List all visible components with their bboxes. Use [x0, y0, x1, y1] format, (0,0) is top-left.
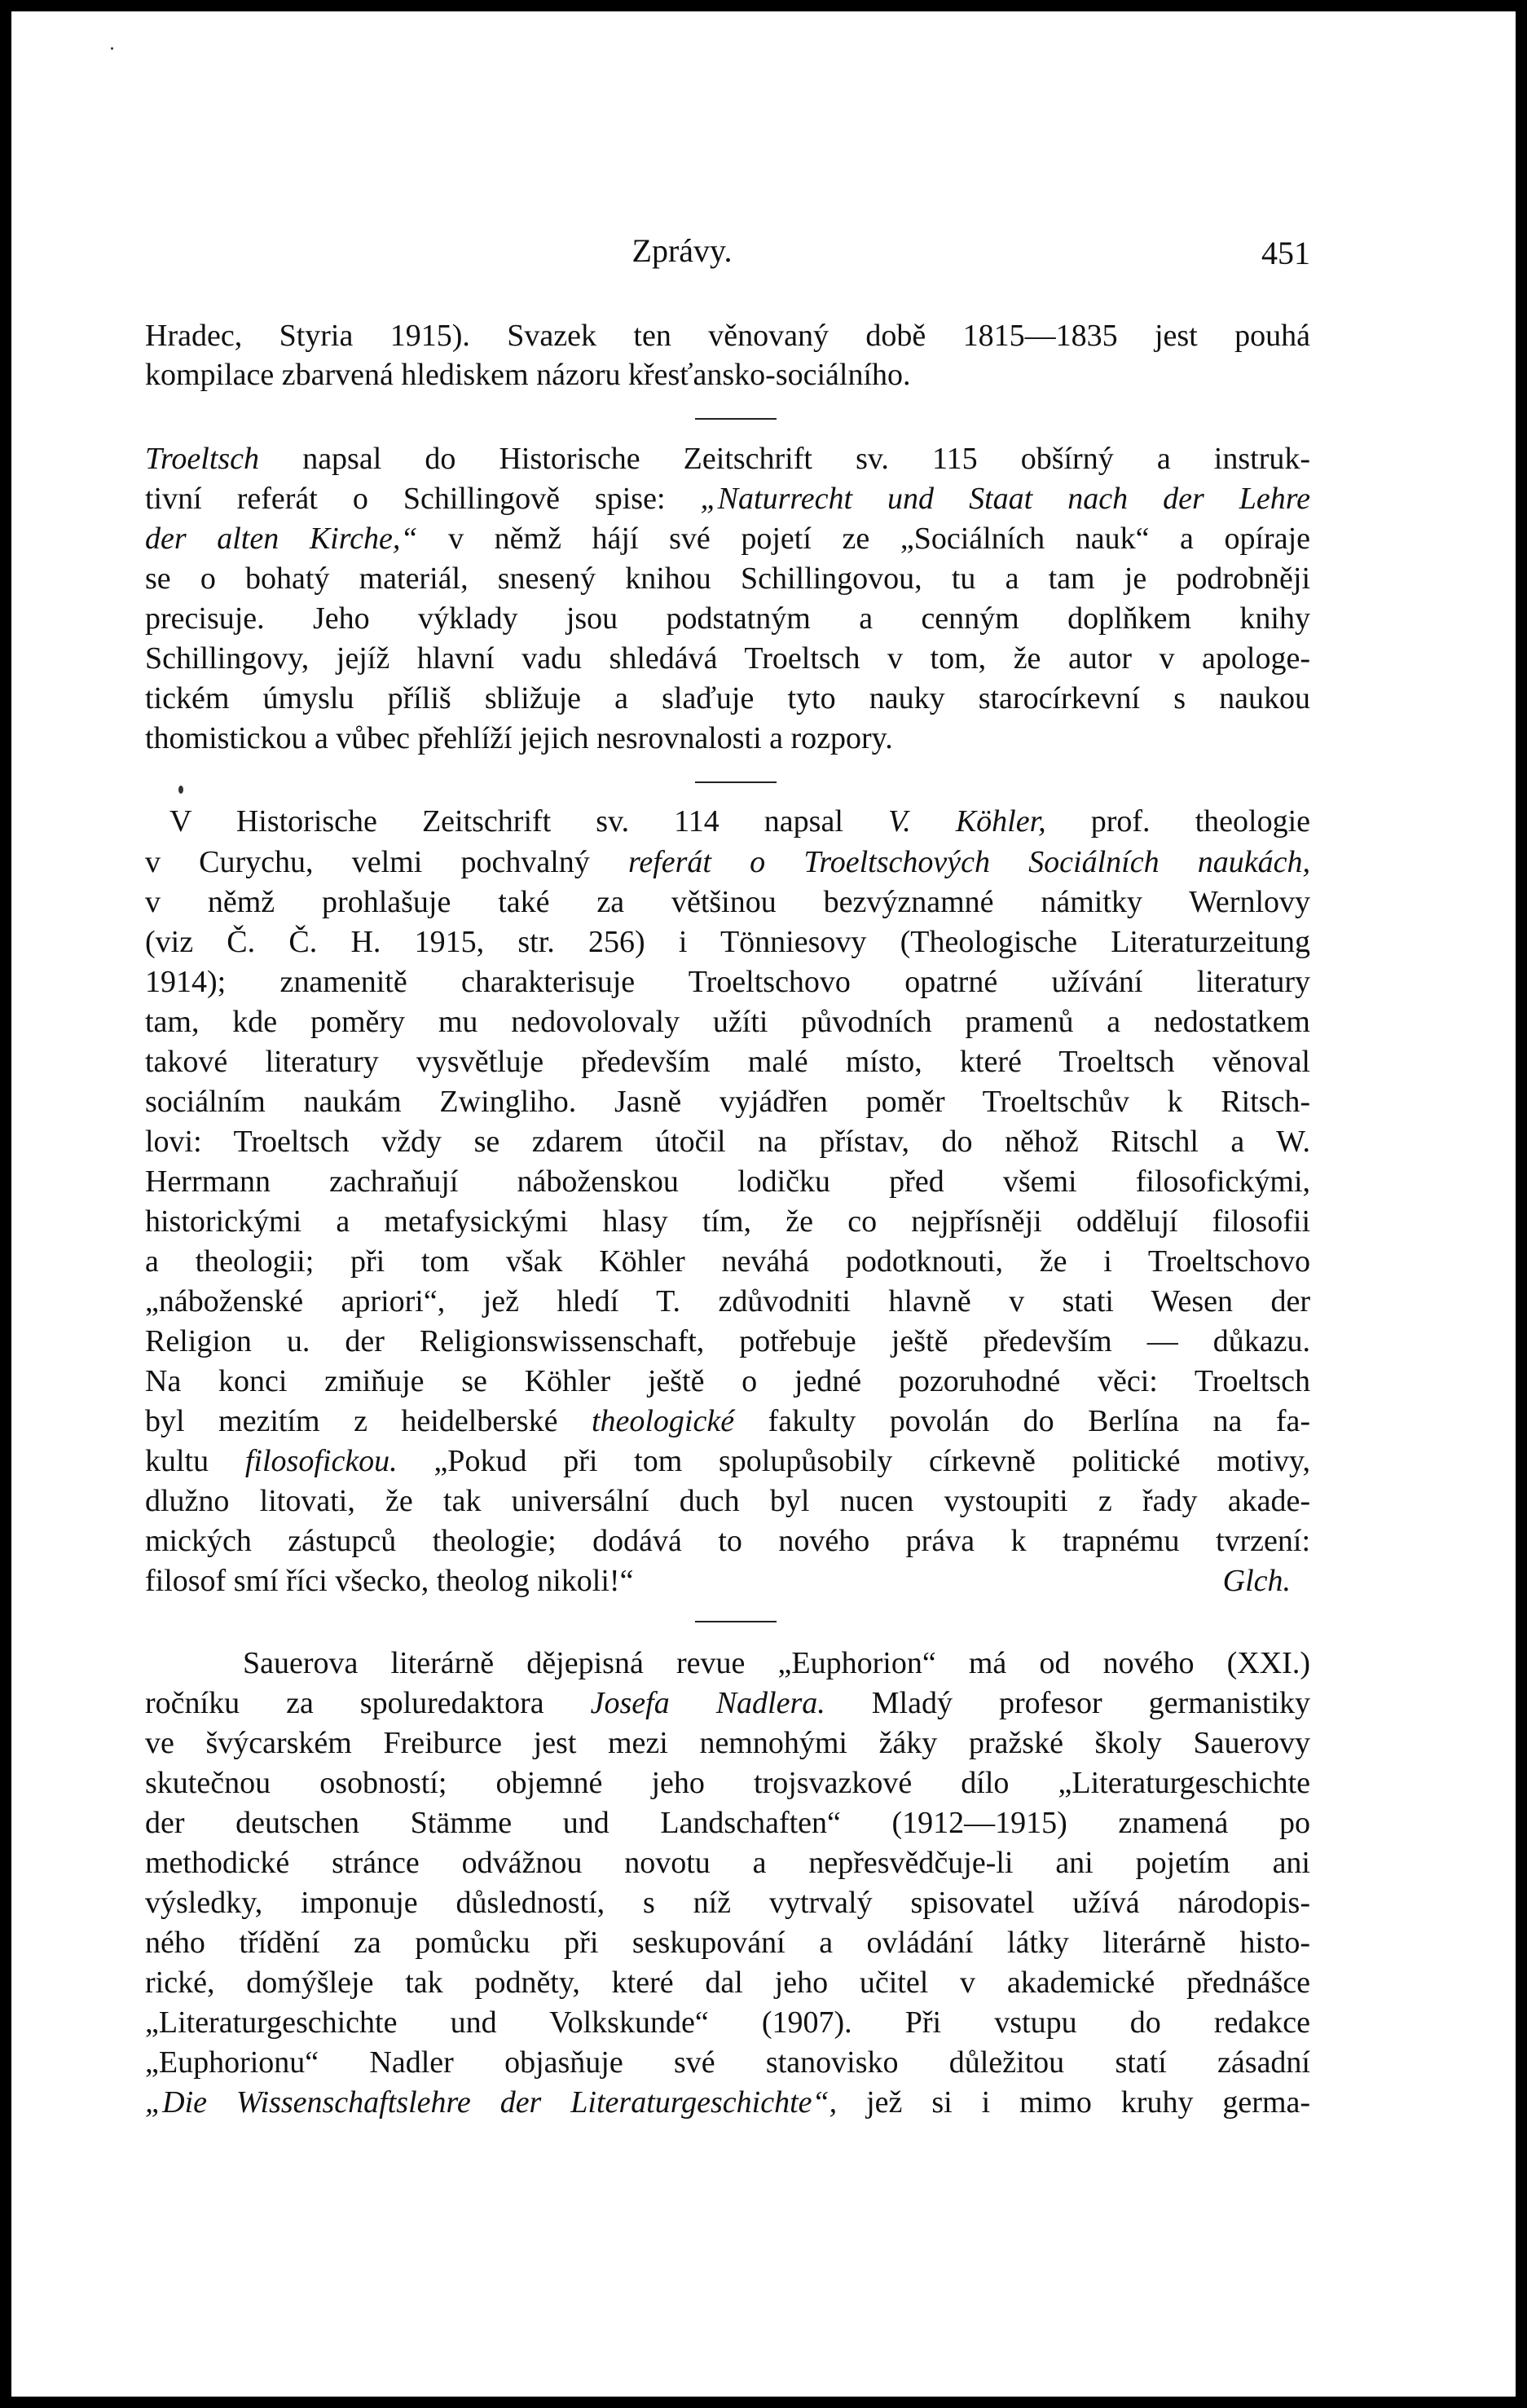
running-header: Zprávy.: [631, 232, 733, 269]
text-line: Herrmann zachraňují náboženskou lodičku před všemi filosofickými,: [145, 1164, 1310, 1199]
text-line: Religion u. der Religionswissenschaft, potřebuje ještě především — důkazu.: [145, 1324, 1310, 1358]
text-line: byl mezitím z heidelberské theologické fakulty povolán do Berlína na fa-: [145, 1404, 1311, 1438]
text-line: ve švýcarském Freiburce jest mezi nemnohými žáky pražské školy Sauerovy: [145, 1726, 1310, 1760]
text-line: (viz Č. Č. H. 1915, str. 256) i Tönniesovy (Theologische Literaturzeitung: [145, 925, 1310, 959]
text-line: tickém úmyslu příliš sbližuje a slaďuje tyto nauky starocírkevní s naukou: [145, 681, 1310, 715]
scan-speck: [178, 786, 183, 794]
work-title: „Die Wissenschaftslehre der Literaturgeschichte“,: [145, 2085, 838, 2120]
text-line: dlužno litovati, že tak universální duch byl nucen vystoupiti z řady akade-: [145, 1484, 1310, 1518]
book-title: der alten Kirche,“: [145, 522, 418, 556]
text-line: 1914); znamenitě charakterisuje Troeltschovo opatrné užívání literatury: [145, 965, 1310, 999]
text-line: Hradec, Styria 1915). Svazek ten věnovaný době 1815—1835 jest pouhá: [145, 319, 1310, 353]
faculty-name: theologické: [591, 1404, 735, 1438]
section-divider: [695, 1621, 777, 1622]
text-line: V Historische Zeitschrift sv. 114 napsal V. Köhler, prof. theologie: [169, 804, 1311, 839]
text-line: mických zástupců theologie; dodává to nového práva k trapnému tvrzení:: [145, 1524, 1310, 1558]
text-line: rické, domýšleje tak podněty, které dal jeho učitel v akademické přednášce: [145, 1966, 1310, 2000]
text-line: sociálním naukám Zwingliho. Jasně vyjádřen poměr Troeltschův k Ritsch-: [145, 1085, 1310, 1119]
author-name: V. Köhler,: [887, 804, 1046, 839]
text-line: Troeltsch napsal do Historische Zeitschrift sv. 115 obšírný a instruk-: [145, 442, 1311, 476]
text-line: výsledky, imponuje důsledností, s níž vytrvalý spisovatel užívá národopis-: [145, 1886, 1310, 1920]
text-line: tam, kde poměry mu nedovolovaly užíti původních pramenů a nedostatkem: [145, 1005, 1310, 1039]
section-divider: [695, 418, 777, 420]
text-line: kultu filosofickou. „Pokud při tom spolupůsobily církevně politické motivy,: [145, 1444, 1310, 1478]
text-line: Schillingovy, jejíž hlavní vadu shledává Troeltsch v tom, že autor v apologe-: [145, 641, 1310, 676]
text-line: ročníku za spoluredaktora Josefa Nadlera. Mladý profesor germanistiky: [145, 1686, 1310, 1720]
text-line: v Curychu, velmi pochvalný referát o Troeltschových Sociálních naukách,: [145, 845, 1310, 879]
section-divider: [695, 781, 777, 783]
text-line: lovi: Troeltsch vždy se zdarem útočil na přístav, do něhož Ritschl a W.: [145, 1125, 1310, 1159]
text-line: kompilace zbarvená hlediskem názoru křesťansko-sociálního.: [145, 358, 911, 392]
text-line: tivní referát o Schillingově spise: „Naturrecht und Staat nach der Lehre: [145, 482, 1311, 516]
text-line: der alten Kirche,“ v němž hájí své pojetí ze „Sociálních nauk“ a opíraje: [145, 522, 1310, 556]
work-title: referát o Troeltschových Sociálních naukách,: [627, 845, 1310, 879]
text-line: der deutschen Stämme und Landschaften“ (1912—1915) znamená po: [145, 1806, 1310, 1840]
scan-speck: [111, 47, 113, 50]
text-line: filosof smí říci všecko, theolog nikoli!“ Glch.: [145, 1561, 1310, 1600]
text-line: a theologii; při tom však Köhler neváhá podotknouti, že i Troeltschovo: [145, 1244, 1310, 1279]
text-line: „Die Wissenschaftslehre der Literaturgeschichte“, jež si i mimo kruhy germa-: [145, 2085, 1311, 2120]
scanned-page: [11, 11, 1516, 2397]
text-line: „náboženské apriori“, jež hledí T. zdůvodniti hlavně v stati Wesen der: [145, 1284, 1310, 1318]
text-line: ného třídění za pomůcku při seskupování a ovládání látky literárně histo-: [145, 1926, 1310, 1960]
book-title: „Naturrecht und Staat nach der Lehre: [700, 482, 1311, 516]
text-line: takové literatury vysvětluje především malé místo, které Troeltsch věnoval: [145, 1045, 1310, 1079]
text-line: historickými a metafysickými hlasy tím, že co nejpřísněji oddělují filosofii: [145, 1204, 1310, 1239]
text-line: v němž prohlašuje také za většinou bezvýznamné námitky Wernlovy: [145, 885, 1310, 919]
text-line: precisuje. Jeho výklady jsou podstatným a cenným doplňkem knihy: [145, 601, 1310, 636]
text-line: methodické stránce odvážnou novotu a nepřesvědčuje-li ani pojetím ani: [145, 1846, 1310, 1880]
text-line: skutečnou osobností; objemné jeho trojsvazkové dílo „Literaturgeschichte: [145, 1766, 1310, 1800]
signature: Glch.: [1222, 1564, 1291, 1598]
text-line: „Literaturgeschichte und Volkskunde“ (1907). Při vstupu do redakce: [145, 2005, 1310, 2040]
text-line: Sauerova literárně dějepisná revue „Euphorion“ má od nového (XXI.): [243, 1646, 1310, 1680]
text-line: thomistickou a vůbec přehlíží jejich nesrovnalosti a rozpory.: [145, 721, 893, 755]
author-name: Troeltsch: [145, 442, 260, 476]
page-number: 451: [1261, 235, 1310, 271]
faculty-name: filosofickou.: [244, 1444, 398, 1478]
author-name: Josefa Nadlera.: [590, 1686, 825, 1720]
text-line: „Euphorionu“ Nadler objasňuje své stanovisko důležitou statí zásadní: [145, 2045, 1310, 2080]
text-line: se o bohatý materiál, snesený knihou Schillingovou, tu a tam je podrobněji: [145, 561, 1310, 596]
text-line: Na konci zmiňuje se Köhler ještě o jedné pozoruhodné věci: Troeltsch: [145, 1364, 1310, 1398]
